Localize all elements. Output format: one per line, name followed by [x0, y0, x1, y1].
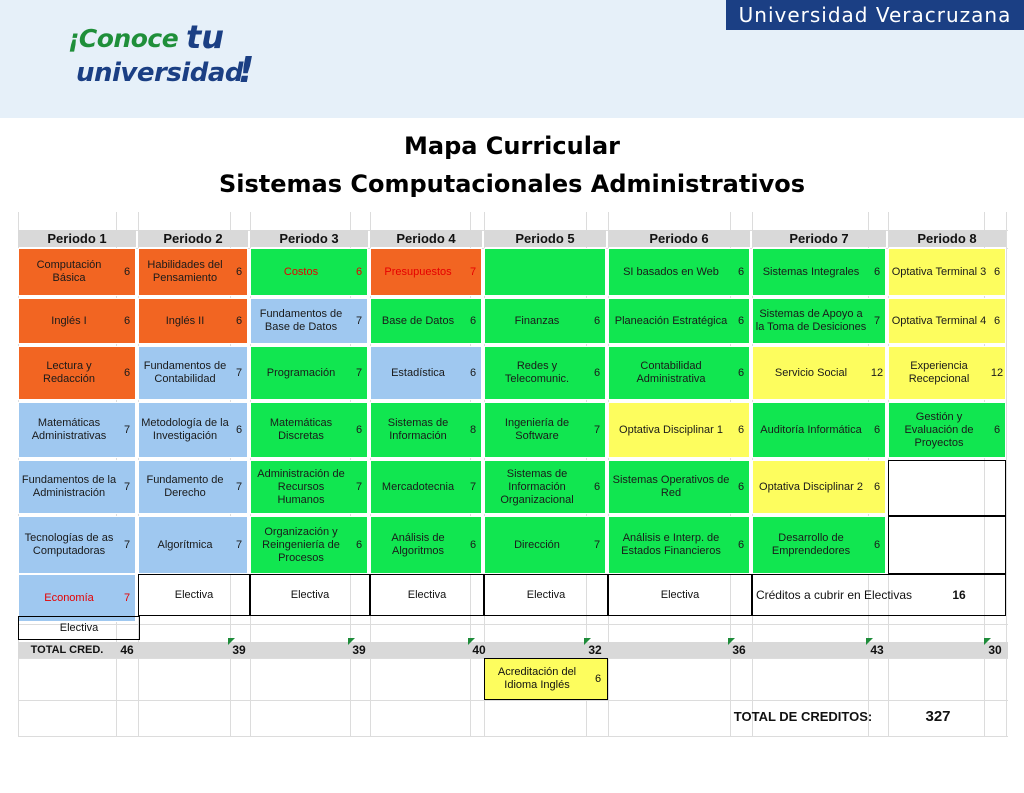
course-credits: 7 [235, 366, 243, 379]
course-name: Fundamentos de la Administración [21, 474, 117, 499]
course-cell [752, 248, 886, 296]
course-name: Matemáticas Discretas [269, 417, 333, 442]
course-credits: 7 [235, 480, 243, 493]
course-cell [608, 516, 750, 574]
period-header: Periodo 2 [138, 230, 248, 247]
course-cell [18, 402, 136, 458]
course-credits: 6 [873, 423, 881, 436]
page-subtitle: Sistemas Computacionales Administrativos [218, 170, 805, 198]
course-name: Tecnologías de as Computadoras [24, 532, 114, 557]
course-credits: 6 [469, 366, 477, 379]
electivas-credits-value: 16 [952, 587, 966, 602]
course-cell [752, 298, 886, 344]
electiva-cell: Electiva [138, 574, 250, 616]
comment-marker [584, 638, 591, 645]
course-cell [608, 402, 750, 458]
course-cell [888, 402, 1006, 458]
grand-total-value: 327 [925, 707, 951, 725]
course-name: Fundamentos de Base de Datos [259, 308, 343, 333]
comment-marker [468, 638, 475, 645]
course-name: Inglés II [165, 314, 205, 327]
course-name: Servicio Social [774, 366, 848, 379]
course-name: Dirección [514, 538, 560, 551]
course-credits: 7 [355, 314, 363, 327]
course-cell [608, 346, 750, 400]
course-credits: 7 [355, 366, 363, 379]
course-cell [608, 460, 750, 514]
period-header: Periodo 6 [608, 230, 750, 247]
course-credits: 6 [737, 538, 745, 551]
course-credits: 6 [993, 265, 1001, 278]
course-credits: 6 [355, 538, 363, 551]
course-credits: 7 [355, 480, 363, 493]
course-credits: 7 [123, 591, 131, 604]
course-name: Presupuestos [384, 265, 452, 278]
course-credits: 6 [737, 314, 745, 327]
course-name: Inglés I [51, 314, 87, 327]
course-credits: 8 [469, 423, 477, 436]
header-banner [0, 0, 1024, 118]
course-name: Metodología de la Investigación [141, 417, 229, 442]
course-name: Desarrollo de Emprendedores [771, 532, 851, 557]
course-name: Mercadotecnia [381, 480, 455, 493]
course-cell [752, 460, 886, 514]
course-cell [18, 298, 136, 344]
course-credits: 6 [737, 265, 745, 278]
course-cell [370, 460, 482, 514]
period-header: Periodo 1 [18, 230, 136, 247]
comment-marker [984, 638, 991, 645]
total-credits-row [18, 642, 1008, 658]
course-name: Sistemas de Información Organizacional [500, 467, 574, 506]
course-cell [18, 516, 136, 574]
course-credits: 6 [737, 366, 745, 379]
course-name: Optativa Disciplinar 1 [619, 423, 723, 436]
total-credits-label: TOTAL CRED. [30, 643, 104, 656]
course-cell [888, 298, 1006, 344]
comment-marker [866, 638, 873, 645]
course-cell [752, 516, 886, 574]
period-total: 36 [732, 642, 746, 657]
course-credits: 7 [593, 538, 601, 551]
electiva-cell: Electiva [608, 574, 752, 616]
course-credits: 6 [123, 366, 131, 379]
course-cell [250, 248, 368, 296]
course-name: SI basados en Web [623, 265, 719, 278]
comment-marker [228, 638, 235, 645]
course-credits: 6 [355, 423, 363, 436]
course-name: Matemáticas Administrativas [31, 417, 107, 442]
course-credits: 7 [123, 538, 131, 551]
course-credits: 6 [235, 314, 243, 327]
electiva-cell: Electiva [250, 574, 370, 616]
course-credits: 7 [873, 314, 881, 327]
course-cell [888, 248, 1006, 296]
course-cell [250, 298, 368, 344]
course-cell [484, 346, 606, 400]
course-credits: 6 [993, 314, 1001, 327]
course-cell [752, 402, 886, 458]
course-cell [888, 346, 1006, 400]
course-cell [370, 402, 482, 458]
course-name: Fundamentos de Contabilidad [143, 360, 227, 385]
course-name: Optativa Terminal 3 [891, 265, 987, 278]
course-credits: 6 [469, 314, 477, 327]
course-credits: 6 [873, 265, 881, 278]
period-total: 46 [120, 642, 134, 657]
course-credits: 6 [235, 423, 243, 436]
course-credits: 7 [469, 480, 477, 493]
course-name: Sistemas Operativos de Red [612, 474, 730, 499]
course-cell [138, 298, 248, 344]
course-name: Habilidades del Pensamiento [147, 259, 223, 284]
grid-line [18, 700, 1008, 701]
course-credits: 12 [990, 366, 1004, 379]
course-credits: 7 [123, 423, 131, 436]
period-total: 30 [988, 642, 1002, 657]
course-cell [18, 248, 136, 296]
course-credits: 7 [123, 480, 131, 493]
course-credits: 6 [593, 366, 601, 379]
course-cell [484, 516, 606, 574]
course-name: Computación Básica [36, 259, 102, 284]
course-cell [370, 298, 482, 344]
electiva-cell: Electiva [484, 574, 608, 616]
course-name: Gestión y Evaluación de Proyectos [904, 410, 974, 449]
course-cell [370, 516, 482, 574]
grand-total-label: TOTAL DE CREDITOS: [733, 708, 873, 724]
course-name: Fundamento de Derecho [146, 474, 224, 499]
comment-marker [728, 638, 735, 645]
course-credits: 7 [235, 538, 243, 551]
period-header: Periodo 7 [752, 230, 886, 247]
course-name: Administración de Recursos Humanos [257, 467, 345, 506]
electiva-cell: Electiva [18, 616, 140, 640]
course-cell [138, 346, 248, 400]
empty-slot [888, 516, 1006, 574]
electivas-credits-box [752, 574, 1006, 616]
empty-slot [888, 460, 1006, 516]
period-total: 39 [232, 642, 246, 657]
course-name: Algorítmica [157, 538, 213, 551]
course-credits: 6 [594, 672, 602, 685]
period-total: 40 [472, 642, 486, 657]
period-header: Periodo 5 [484, 230, 606, 247]
course-cell [250, 346, 368, 400]
university-name-bar: Universidad Veracruzana [726, 0, 1024, 30]
course-cell [18, 460, 136, 514]
electiva-cell: Electiva [370, 574, 484, 616]
course-credits: 6 [123, 265, 131, 278]
course-cell [608, 298, 750, 344]
course-name: Experiencia Recepcional [908, 360, 970, 385]
period-header: Periodo 4 [370, 230, 482, 247]
course-cell [370, 346, 482, 400]
course-credits: 6 [593, 314, 601, 327]
course-name: Economía [44, 591, 94, 604]
course-name: Finanzas [514, 314, 560, 327]
course-name: Redes y Telecomunic. [504, 360, 570, 385]
course-name: Sistemas Integrales [762, 265, 860, 278]
course-cell [484, 298, 606, 344]
acreditacion-ingles-cell [484, 658, 608, 700]
course-name: Sistemas de Información [387, 417, 449, 442]
course-name: Organización y Reingeniería de Procesos [262, 525, 340, 564]
course-cell [138, 516, 248, 574]
course-credits: 7 [593, 423, 601, 436]
comment-marker [348, 638, 355, 645]
course-cell [370, 248, 482, 296]
course-name: Acreditación del Idioma Inglés [497, 666, 577, 691]
course-name: Análisis de Algoritmos [391, 532, 445, 557]
course-credits: 6 [123, 314, 131, 327]
course-credits: 6 [873, 480, 881, 493]
course-credits: 6 [737, 480, 745, 493]
course-cell [484, 460, 606, 514]
course-credits: 6 [593, 480, 601, 493]
course-credits: 6 [469, 538, 477, 551]
period-total: 43 [870, 642, 884, 657]
course-credits: 6 [235, 265, 243, 278]
course-name: Contabilidad Administrativa [636, 360, 706, 385]
grid-line [18, 624, 1008, 625]
period-header: Periodo 8 [888, 230, 1006, 247]
conoce-tu-universidad-logo: ¡Conoce tu universidad ! [68, 18, 255, 91]
page-title: Mapa Curricular [404, 132, 620, 160]
grid-line [18, 736, 1008, 737]
course-cell [138, 402, 248, 458]
course-cell [484, 402, 606, 458]
course-name: Optativa Terminal 4 [891, 314, 987, 327]
course-name: Planeación Estratégica [614, 314, 728, 327]
course-cell [18, 346, 136, 400]
course-cell [250, 402, 368, 458]
course-cell [250, 460, 368, 514]
course-name: Análisis e Interp. de Estados Financieros [621, 532, 721, 557]
course-name: Programación [266, 366, 336, 379]
course-credits: 6 [355, 265, 363, 278]
course-cell [250, 516, 368, 574]
course-cell [608, 248, 750, 296]
course-name: Ingeniería de Software [504, 417, 570, 442]
period-header: Periodo 3 [250, 230, 368, 247]
course-credits: 6 [873, 538, 881, 551]
curriculum-grid [18, 212, 1024, 736]
course-name: Optativa Disciplinar 2 [759, 480, 863, 493]
course-credits: 7 [469, 265, 477, 278]
course-cell [18, 574, 136, 622]
course-credits: 6 [993, 423, 1001, 436]
course-cell [138, 248, 248, 296]
course-credits: 12 [870, 366, 884, 379]
course-cell [484, 248, 606, 296]
course-name: Auditoría Informática [760, 423, 862, 436]
course-cell [752, 346, 886, 400]
period-total: 39 [352, 642, 366, 657]
course-credits: 6 [737, 423, 745, 436]
course-name: Base de Datos [381, 314, 455, 327]
period-total: 32 [588, 642, 602, 657]
course-name: Costos [283, 265, 319, 278]
course-name: Sistemas de Apoyo a la Toma de Desiciones [755, 308, 867, 333]
course-cell [138, 460, 248, 514]
electivas-credits-label: Créditos a cubrir en Electivas [755, 587, 913, 602]
course-name: Estadística [391, 366, 445, 379]
course-name: Lectura y Redacción [43, 360, 95, 385]
